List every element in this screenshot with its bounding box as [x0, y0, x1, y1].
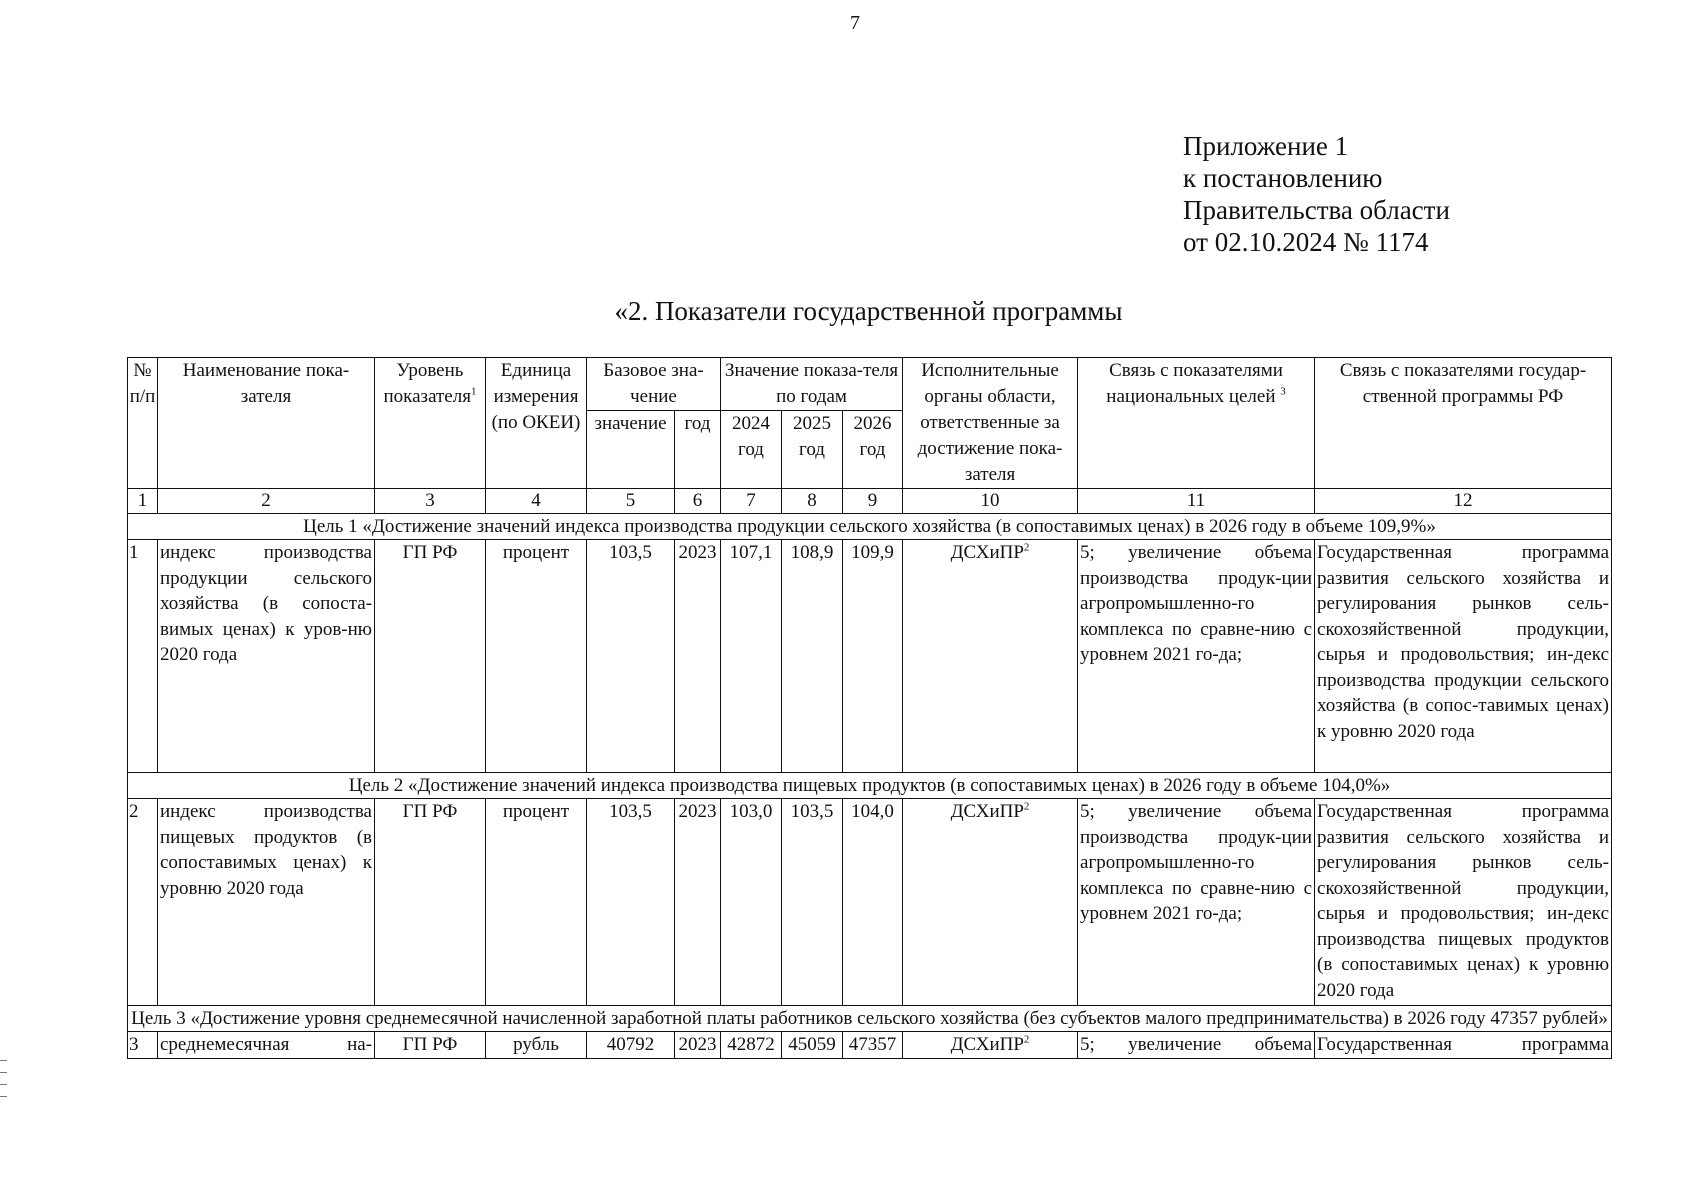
header-2026: 2026 год [843, 411, 903, 489]
indicator-name: среднемесячная на- [158, 1032, 375, 1059]
goal-title: Цель 3 «Достижение уровня среднемесячной начисленной заработной платы работников сельского хозяйства (без субъектов малого предпринимательства) в 2026 году 47357 рублей» [128, 1006, 1612, 1032]
appendix-line: Правительства области [1183, 195, 1450, 225]
footnote-mark: 2 [1023, 1033, 1030, 1046]
header-base-value: значение [587, 411, 675, 489]
scan-margin-mark [0, 1072, 7, 1073]
header-unit: Единица измерения (по ОКЕИ) [486, 358, 587, 489]
value-2024: 107,1 [721, 540, 782, 773]
column-number: 1 [128, 489, 158, 514]
header-national-goals-text: Связь с показателями национальных целей [1106, 360, 1283, 407]
indicator-row [128, 540, 1612, 773]
goal-title: Цель 1 «Достижение значений индекса производства продукции сельского хозяйства (в сопоставимых ценах) в 2026 году в объеме 109,9%» [128, 514, 1612, 540]
page-number: 7 [850, 12, 860, 34]
value-2025: 108,9 [782, 540, 843, 773]
header-responsible: Исполнительные органы области, ответственные за достижение пока-зателя [903, 358, 1078, 489]
indicator-level: ГП РФ [375, 799, 486, 1006]
responsible-body [903, 540, 1078, 773]
header-base-year: год [675, 411, 721, 489]
appendix-note [1183, 130, 1450, 258]
responsible-body [903, 799, 1078, 1006]
base-year: 2023 [675, 1032, 721, 1059]
national-goal-link: 5; увеличение объема производства продук-ции агропромышленно-го комплекса по сравне-нию с уровнем 2021 го-да; [1078, 540, 1315, 773]
base-year: 2023 [675, 540, 721, 773]
value-2024: 103,0 [721, 799, 782, 1006]
indicator-name: индекс производства продукции сельского хозяйства (в сопоста-вимых ценах) к уров-ню 2020 года [158, 540, 375, 773]
base-value: 103,5 [587, 540, 675, 773]
column-number: 10 [903, 489, 1078, 514]
responsible-body [903, 1032, 1078, 1059]
column-number: 2 [158, 489, 375, 514]
indicator-name: индекс производства пищевых продуктов (в сопоставимых ценах) к уровню 2020 года [158, 799, 375, 1006]
footnote-mark: 3 [1280, 385, 1286, 398]
column-number: 7 [721, 489, 782, 514]
value-2026: 47357 [843, 1032, 903, 1059]
base-year: 2023 [675, 799, 721, 1006]
value-2025: 45059 [782, 1032, 843, 1059]
column-number: 12 [1315, 489, 1612, 514]
column-number: 8 [782, 489, 843, 514]
state-program-link: Государственная программа развития сельского хозяйства и регулирования рынков сель-скохозяйственной продукции, сырья и продовольствия; ин-декс производства продукции сельского хозяйства (в сопос-тавимых ценах) к уровню 2020 года [1315, 540, 1612, 773]
footnote-mark: 2 [1023, 541, 1030, 554]
indicator-unit: процент [486, 540, 587, 773]
indicators-table [127, 357, 1612, 1059]
scan-margin-mark [0, 1096, 7, 1097]
state-program-link: Государственная программа [1315, 1032, 1612, 1059]
header-2024: 2024 год [721, 411, 782, 489]
value-2026: 104,0 [843, 799, 903, 1006]
goal-title: Цель 2 «Достижение значений индекса производства пищевых продуктов (в сопоставимых ценах) в 2026 году в объеме 104,0%» [128, 773, 1612, 799]
column-number: 5 [587, 489, 675, 514]
appendix-line: от 02.10.2024 № 1174 [1183, 227, 1429, 257]
row-no: 2 [128, 799, 158, 1006]
header-no: № п/п [128, 358, 158, 489]
indicator-row [128, 799, 1612, 1006]
row-no: 1 [128, 540, 158, 773]
responsible-body-text: ДСХиПР [950, 1034, 1024, 1055]
state-program-link: Государственная программа развития сельского хозяйства и регулирования рынков сель-скохозяйственной продукции, сырья и продовольствия; ин-декс производства пищевых продуктов (в сопоставимых ценах) к уровню 2020 года [1315, 799, 1612, 1006]
indicator-level: ГП РФ [375, 1032, 486, 1059]
appendix-line: Приложение 1 [1183, 131, 1349, 161]
header-level [375, 358, 486, 489]
header-base: Базовое зна-чение [587, 358, 721, 411]
header-values-by-year: Значение показа-теля по годам [721, 358, 903, 411]
column-number: 11 [1078, 489, 1315, 514]
column-numbers-row [128, 489, 1612, 514]
indicator-unit: процент [486, 799, 587, 1006]
responsible-body-text: ДСХиПР [950, 542, 1024, 563]
national-goal-link: 5; увеличение объема производства продук-ции агропромышленно-го комплекса по сравне-нию с уровнем 2021 го-да; [1078, 799, 1315, 1006]
base-value: 40792 [587, 1032, 675, 1059]
header-name: Наименование пока-зателя [158, 358, 375, 489]
footnote-mark: 2 [1023, 800, 1030, 813]
header-level-text: Уровень показателя [383, 360, 471, 407]
column-number: 4 [486, 489, 587, 514]
header-2025: 2025 год [782, 411, 843, 489]
scan-margin-mark [0, 1060, 7, 1061]
footnote-mark: 1 [470, 385, 477, 398]
national-goal-link: 5; увеличение объема [1078, 1032, 1315, 1059]
section-title: «2. Показатели государственной программы [614, 296, 1123, 326]
column-number: 9 [843, 489, 903, 514]
row-no: 3 [128, 1032, 158, 1059]
column-number: 6 [675, 489, 721, 514]
indicator-unit: рубль [486, 1032, 587, 1059]
appendix-line: к постановлению [1183, 163, 1383, 193]
header-state-program-rf: Связь с показателями государ-ственной программы РФ [1315, 358, 1612, 489]
scan-margin-mark [0, 1084, 7, 1085]
indicator-level: ГП РФ [375, 540, 486, 773]
column-number: 3 [375, 489, 486, 514]
value-2024: 42872 [721, 1032, 782, 1059]
base-value: 103,5 [587, 799, 675, 1006]
indicator-row [128, 1032, 1612, 1059]
responsible-body-text: ДСХиПР [950, 801, 1024, 822]
header-national-goals [1078, 358, 1315, 489]
value-2026: 109,9 [843, 540, 903, 773]
value-2025: 103,5 [782, 799, 843, 1006]
